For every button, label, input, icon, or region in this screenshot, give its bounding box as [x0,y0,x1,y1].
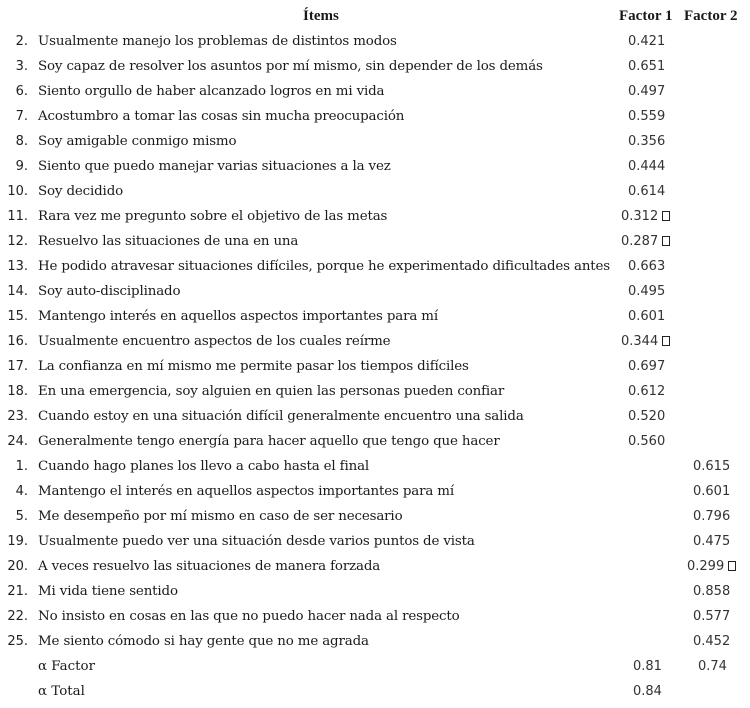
item-text: Generalmente tengo energía para hacer aquello que tengo que hacer [38,434,500,449]
item-text: Siento orgullo de haber alcanzado logros en mi vida [38,84,385,99]
factor-1-loading [628,179,665,204]
table-row [0,204,750,229]
summary-row [0,679,750,704]
item-text: La confianza en mí mismo me permite pasar los tiempos difíciles [38,359,469,374]
factor-1-loading [628,354,665,379]
header-factor-2: Factor 2 [684,8,738,24]
factor-1-value: 0.651 [628,59,666,74]
item-text: He podido atravesar situaciones difíciles, porque he experimentado dificultades antes [38,259,611,274]
factor-2-loading [693,479,730,504]
factor-1-loading [628,379,665,404]
table-row [0,479,750,504]
item-number: 8. [15,134,28,149]
item-text: Usualmente manejo los problemas de distintos modos [38,34,397,49]
factor-1-value: 0.601 [628,309,666,324]
item-number: 24. [7,434,28,449]
item-number: 19. [7,534,28,549]
item-number: 6. [15,84,28,99]
item-number: 11. [7,209,28,224]
item-text: Rara vez me pregunto sobre el objetivo de las metas [38,209,388,224]
item-number: 1. [15,459,28,474]
factor-2-value: 0.475 [693,534,731,549]
factor-1-value: 0.356 [628,134,666,149]
factor-1-value: 0.612 [628,384,666,399]
item-text: Mi vida tiene sentido [38,584,178,599]
item-number: 5. [15,509,28,524]
item-number: 12. [7,234,28,249]
table-header [0,4,750,29]
alpha-factor-2-value: 0.74 [698,659,727,674]
factor-1-value: 0.287 [621,234,659,249]
factor-1-loading [628,29,665,54]
factor-1-loading [628,54,665,79]
factor-1-loading [628,104,665,129]
table-row [0,604,750,629]
item-text: Resuelvo las situaciones de una en una [38,234,299,249]
item-text: Mantengo interés en aquellos aspectos importantes para mí [38,309,438,324]
item-number: 16. [7,334,28,349]
table-summary [0,654,750,704]
item-text: Soy capaz de resolver los asuntos por mí mismo, sin depender de los demás [38,59,543,74]
item-number: 20. [7,559,28,574]
factor-1-loading [628,129,665,154]
item-number: 7. [15,109,28,124]
flag-square-icon [662,211,670,221]
item-text: No insisto en cosas en las que no puedo hacer nada al respecto [38,609,460,624]
factor-1-value: 0.421 [628,34,666,49]
item-text: Acostumbro a tomar las cosas sin mucha preocupación [38,109,405,124]
item-number: 3. [15,59,28,74]
table-row [0,54,750,79]
factor-1-loading [628,254,665,279]
table-row [0,504,750,529]
factor-1-value: 0.614 [628,184,666,199]
item-number: 23. [7,409,28,424]
table-row [0,154,750,179]
table-row [0,254,750,279]
table-row [0,104,750,129]
factor-1-value: 0.344 [621,334,659,349]
item-text: Usualmente puedo ver una situación desde varios puntos de vista [38,534,475,549]
table-row [0,579,750,604]
table-row [0,404,750,429]
factor-1-loading [621,329,670,354]
factor-1-value: 0.444 [628,159,666,174]
item-number: 18. [7,384,28,399]
header-factor-1: Factor 1 [619,8,673,24]
factor-2-loading [693,504,730,529]
item-text: Soy amigable conmigo mismo [38,134,237,149]
factor-1-value: 0.495 [628,284,666,299]
factor-2-loading [693,629,730,654]
table-row [0,529,750,554]
item-number: 22. [7,609,28,624]
table-row [0,379,750,404]
table-row [0,129,750,154]
table-row [0,354,750,379]
factor-1-loading [628,404,665,429]
alpha-label: α Factor [38,659,96,674]
table-row [0,279,750,304]
alpha-factor-1-value: 0.81 [633,659,662,674]
table-row [0,329,750,354]
factor-1-value: 0.560 [628,434,666,449]
item-text: Usualmente encuentro aspectos de los cuales reírme [38,334,391,349]
table-row [0,179,750,204]
factor-1-loading [621,204,670,229]
factor-1-loading [628,79,665,104]
factor-2-value: 0.299 [687,559,725,574]
factor-1-loading [628,279,665,304]
factor-1-value: 0.497 [628,84,666,99]
factor-2-value: 0.615 [693,459,731,474]
item-text: Soy auto-disciplinado [38,284,181,299]
factor-1-value: 0.697 [628,359,666,374]
table-row [0,304,750,329]
table-row [0,429,750,454]
alpha-label: α Total [38,684,85,699]
factor-2-value: 0.452 [693,634,731,649]
factor-2-value: 0.858 [693,584,731,599]
table-row [0,79,750,104]
table-row [0,229,750,254]
header-items: Ítems [303,8,339,24]
flag-square-icon [662,336,670,346]
item-text: A veces resuelvo las situaciones de manera forzada [38,559,381,574]
item-text: Siento que puedo manejar varias situaciones a la vez [38,159,391,174]
factor-1-value: 0.520 [628,409,666,424]
factor-2-loading [687,554,736,579]
item-number: 14. [7,284,28,299]
flag-square-icon [728,561,736,571]
item-text: Me siento cómodo si hay gente que no me agrada [38,634,369,649]
factor-2-loading [693,579,730,604]
item-text: Me desempeño por mí mismo en caso de ser necesario [38,509,403,524]
item-text: Cuando estoy en una situación difícil generalmente encuentro una salida [38,409,524,424]
item-number: 4. [15,484,28,499]
factor-1-value: 0.663 [628,259,666,274]
factor-2-loading [693,529,730,554]
item-text: En una emergencia, soy alguien en quien las personas pueden confiar [38,384,505,399]
table-row [0,29,750,54]
flag-square-icon [662,236,670,246]
factor-2-value: 0.601 [693,484,731,499]
item-number: 17. [7,359,28,374]
item-text: Soy decidido [38,184,124,199]
factor-1-loading [621,229,670,254]
alpha-factor-1-value: 0.84 [633,684,662,699]
table-row [0,554,750,579]
factor-2-value: 0.577 [693,609,731,624]
factor-1-loading [628,304,665,329]
item-number: 2. [15,34,28,49]
factor-2-loading [693,604,730,629]
table-row [0,629,750,654]
item-number: 9. [15,159,28,174]
item-text: Cuando hago planes los llevo a cabo hasta el final [38,459,370,474]
factor-1-loading [628,429,665,454]
factor-1-value: 0.559 [628,109,666,124]
factor-1-loading [628,154,665,179]
item-number: 25. [7,634,28,649]
factor-1-value: 0.312 [621,209,659,224]
table-body [0,29,750,654]
item-number: 13. [7,259,28,274]
item-number: 21. [7,584,28,599]
table-row [0,454,750,479]
factor-2-value: 0.796 [693,509,731,524]
item-text: Mantengo el interés en aquellos aspectos importantes para mí [38,484,454,499]
factor-loadings-table [0,4,750,704]
factor-2-loading [693,454,730,479]
item-number: 15. [7,309,28,324]
summary-row [0,654,750,679]
item-number: 10. [7,184,28,199]
